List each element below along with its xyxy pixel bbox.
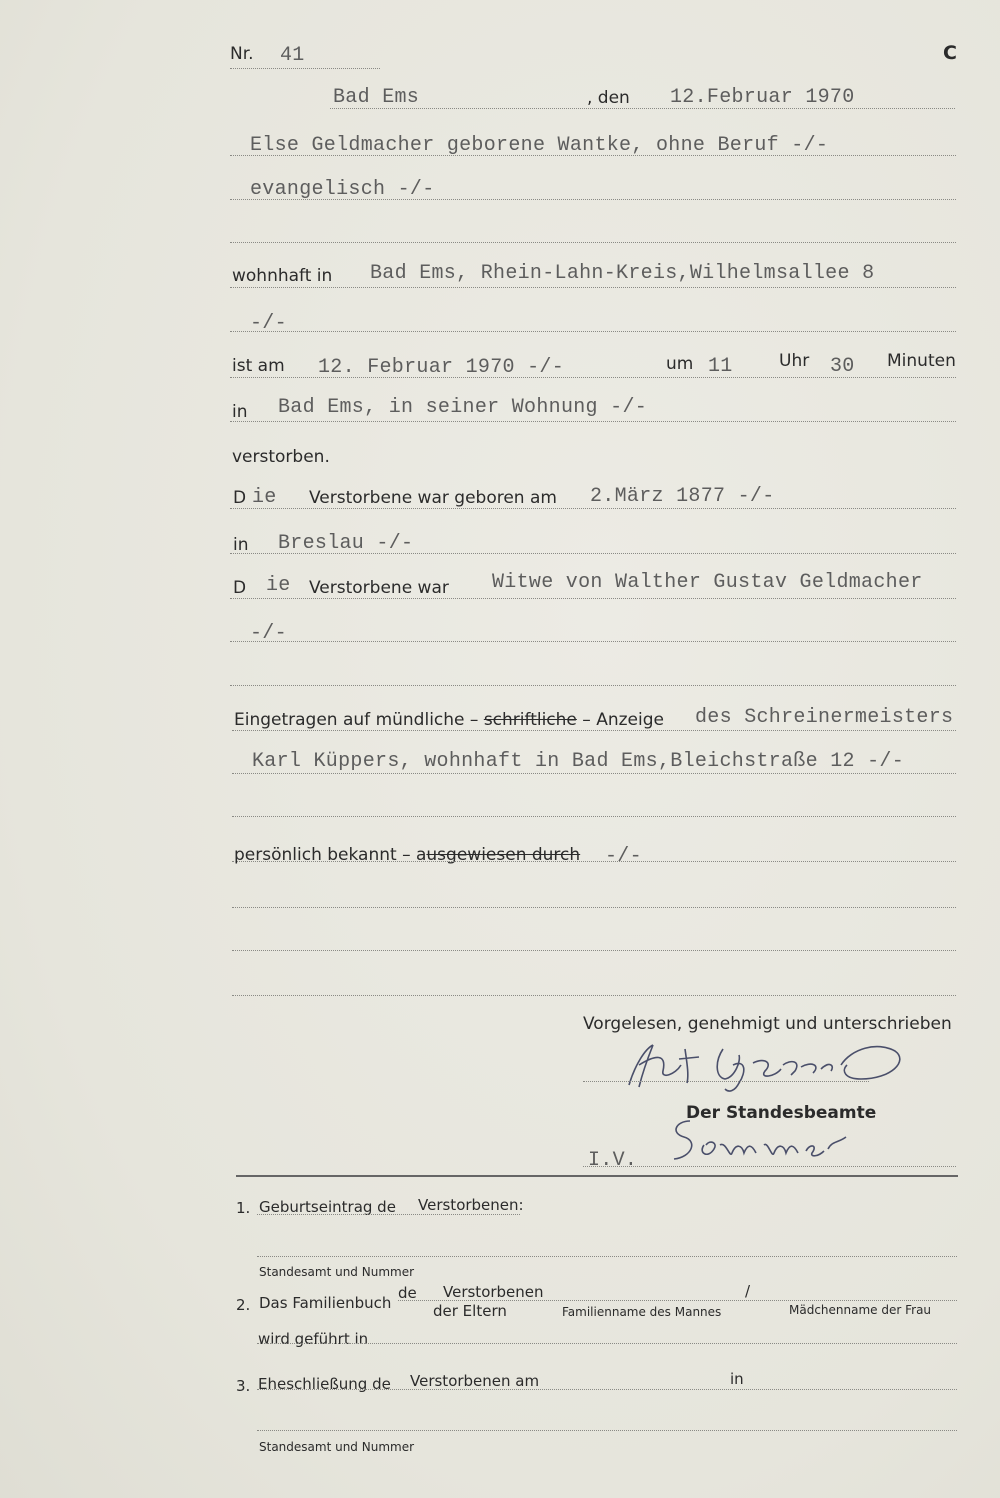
item3-label: Eheschließung de [258,1375,391,1393]
birth-place: Breslau -/- [278,532,414,555]
marital-continuation: -/- [250,622,287,645]
iv-label: I.V. [588,1149,638,1172]
residence-line [230,287,956,288]
death-place-line [230,421,956,422]
official-title: Der Standesbeamte [686,1103,877,1123]
item3-line-2 [257,1430,957,1431]
item1-line [257,1214,520,1215]
marital-status: Witwe von Walther Gustav Geldmacher [492,571,923,594]
item2-husband-label: Familienname des Mannes [562,1305,722,1319]
deceased-name: Else Geldmacher geborene Wantke, ohne Beruf -/- [250,134,829,157]
nr-line [230,68,380,69]
item2-kept-line [257,1343,957,1344]
blank-line-3 [232,816,956,817]
marital-line-2 [230,641,956,642]
death-place-label: in [232,402,248,422]
uhr-label: Uhr [779,351,810,371]
header-line [330,108,955,109]
blank-line-4 [232,907,956,908]
marital-line [230,598,956,599]
identity-value: -/- [605,845,642,868]
birth-place-line [230,553,956,554]
place-of-registry: Bad Ems [333,86,420,109]
registration-line [232,730,956,731]
blank-line-5 [232,950,956,951]
death-date: 12. Februar 1970 -/- [318,356,565,379]
item3-in-label: in [730,1370,744,1388]
death-date-line [230,377,956,378]
item2-kept-label: wird geführt in [258,1330,369,1348]
identity-line [232,861,956,862]
name-line [230,155,956,156]
item2-number: 2. [236,1296,251,1314]
informant-signature-line [583,1081,869,1082]
residence-label: wohnhaft in [232,266,333,286]
item1-sub: Standesamt und Nummer [259,1265,415,1279]
item1-value: Verstorbenen: [418,1196,524,1214]
blank-line-2 [230,685,956,686]
footer-divider [236,1175,958,1177]
birth-prefix: D [233,488,247,508]
informant-line-1: des Schreinermeisters [695,706,954,729]
registration-label: Eingetragen auf mündliche – schriftliche – Anzeige [234,710,664,730]
birth-label: Verstorbene war geboren am [309,488,557,508]
item2-option-deceased: Verstorbenen [443,1283,544,1301]
birth-article-suffix: ie [252,486,277,509]
marital-prefix: D [233,578,247,598]
registration-date: 12.Februar 1970 [670,86,855,109]
informant-line [232,773,956,774]
official-signature [660,1115,860,1165]
item3-number: 3. [236,1377,251,1395]
item2-option-parents: der Eltern [433,1302,507,1320]
birth-date: 2.März 1877 -/- [590,485,775,508]
death-place: Bad Ems, in seiner Wohnung -/- [278,396,648,419]
item2-wife-label: Mädchenname der Frau [789,1303,932,1317]
blank-line-6 [232,995,956,996]
informant-line-2: Karl Küppers, wohnhaft in Bad Ems,Bleichstraße 12 -/- [252,750,905,773]
death-date-label: ist am [232,356,285,376]
deceased-religion: evangelisch -/- [250,178,435,201]
corner-letter: C [943,42,957,64]
minuten-label: Minuten [887,351,956,371]
nr-label: Nr. [230,44,254,64]
residence-continuation: -/- [250,312,287,335]
identity-struck: usgewiesen durch [426,845,581,865]
item3-sub: Standesamt und Nummer [259,1440,415,1454]
item2-de: de [398,1284,417,1302]
item1-line-2 [257,1256,957,1257]
item1-number: 1. [236,1199,251,1217]
den-label: , den [587,88,630,108]
official-signature-line [583,1166,956,1167]
informant-signature [615,1035,915,1095]
death-minutes: 30 [830,355,855,378]
registration-struck: schriftliche [483,710,577,730]
death-hour: 11 [708,355,733,378]
nr-value: 41 [280,44,305,67]
item3-line [257,1389,957,1390]
marital-label: Verstorbene war [309,578,449,598]
birth-date-line [230,508,956,509]
blank-line-1 [230,242,956,243]
identity-label: persönlich bekannt – ausgewiesen durch [234,845,581,865]
residence-value: Bad Ems, Rhein-Lahn-Kreis,Wilhelmsallee 8 [370,262,875,285]
religion-line [230,199,956,200]
birth-place-label: in [233,535,249,555]
marital-article-suffix: ie [266,574,291,597]
item1-label: Geburtseintrag de [259,1198,396,1216]
residence-line-2 [230,331,956,332]
item2-slash: / [745,1282,751,1300]
item2-line [398,1300,957,1301]
um-label: um [666,354,694,374]
read-approved-label: Vorgelesen, genehmigt und unterschrieben [583,1014,952,1034]
verstorben-label: verstorben. [232,447,330,467]
item2-label: Das Familienbuch [259,1294,392,1312]
item3-value: Verstorbenen am [410,1372,540,1390]
